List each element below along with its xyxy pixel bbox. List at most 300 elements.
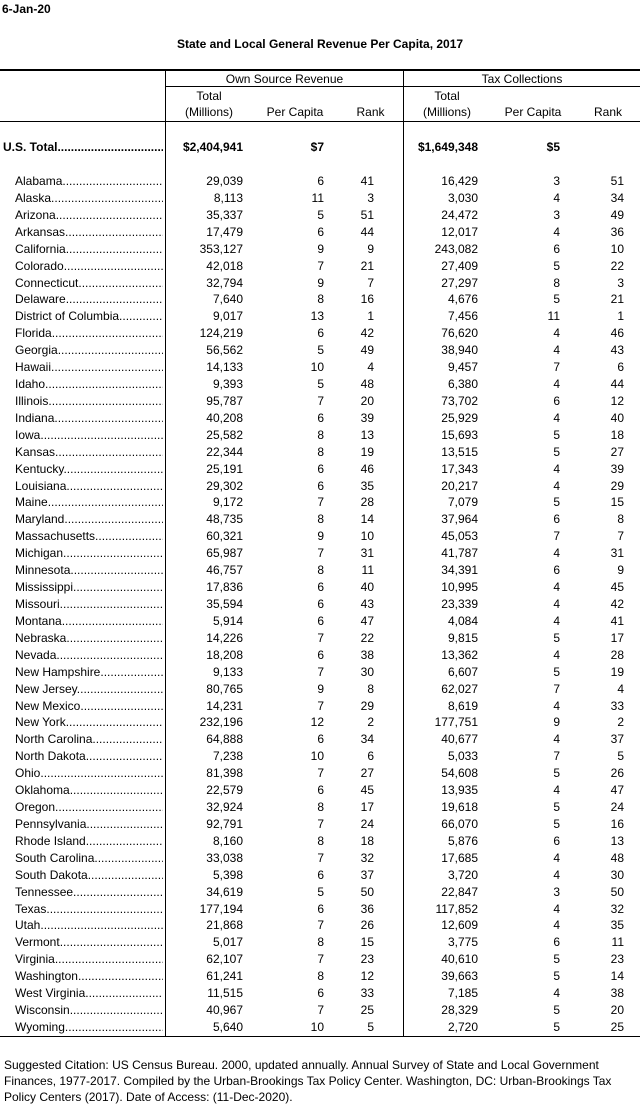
cell-tax-per-capita: 4 [553,326,560,341]
cell-own-total: 9,393 [212,377,243,392]
header-own-per-capita: Per Capita [266,105,324,119]
cell-own-per-capita: 5 [317,884,324,899]
cell-own-per-capita: 7 [317,766,324,781]
cell-tax-total: 6,380 [447,377,478,392]
table-row [0,799,640,816]
cell-own-rank: 17 [360,800,374,815]
cell-own-rank: 38 [360,647,374,662]
cell-tax-total: 27,297 [441,275,478,290]
cell-tax-per-capita: 4 [553,867,560,882]
cell-tax-rank: 40 [610,410,624,425]
table-row [0,207,640,224]
cell-tax-total: 73,702 [441,393,478,408]
cell-own-rank: 36 [360,901,374,916]
table-row [0,968,640,985]
cell-own-per-capita: 7 [317,698,324,713]
cell-own-per-capita: 8 [317,512,324,527]
cell-tax-per-capita: 7 [553,749,560,764]
table-row [0,782,640,799]
cell-tax-per-capita: 4 [553,461,560,476]
cell-tax-rank: 31 [610,546,624,561]
cell-tax-total: 15,693 [441,427,478,442]
cell-own-rank: 16 [360,292,374,307]
table-bottom-rule [0,1036,640,1037]
cell-tax-rank: 8 [617,512,624,527]
cell-own-rank: 8 [367,681,374,696]
cell-own-total: 80,765 [206,681,243,696]
state-name: Pennsylvania ..... [15,816,163,833]
cell-tax-total: 4,084 [447,613,478,628]
state-name: Texas ..... [15,901,163,918]
cell-tax-total: 10,995 [441,580,478,595]
cell-tax-rank: 21 [610,292,624,307]
cell-own-per-capita: 10 [310,749,324,764]
us-total-tax-total: $1,649,348 [417,140,478,154]
state-name: Wyoming ..... [15,1019,163,1036]
cell-own-per-capita: 6 [317,783,324,798]
cell-tax-total: 37,964 [441,512,478,527]
cell-tax-total: 6,607 [447,664,478,679]
table-row [0,731,640,748]
cell-tax-total: 54,608 [441,766,478,781]
state-name: District of Columbia ..... [15,308,163,325]
cell-own-total: 29,302 [206,478,243,493]
cell-tax-total: 7,079 [447,495,478,510]
cell-own-per-capita: 7 [317,1003,324,1018]
cell-tax-per-capita: 4 [553,613,560,628]
cell-own-per-capita: 7 [317,816,324,831]
cell-own-rank: 24 [360,816,374,831]
table-row [0,664,640,681]
cell-own-per-capita: 8 [317,563,324,578]
cell-own-rank: 40 [360,580,374,595]
cell-own-total: 11,515 [207,986,243,1001]
cell-own-rank: 18 [360,833,374,848]
cell-own-total: 7,640 [212,292,243,307]
table-row [0,444,640,461]
table-row [0,613,640,630]
table-row [0,867,640,884]
state-name: Wisconsin ..... [15,1002,163,1019]
state-name: Vermont ..... [15,934,163,951]
cell-own-per-capita: 9 [317,275,324,290]
cell-tax-rank: 17 [610,630,624,645]
cell-tax-rank: 2 [617,715,624,730]
cell-own-rank: 22 [360,630,374,645]
state-name: South Dakota ..... [15,867,163,884]
cell-tax-rank: 10 [610,241,624,256]
top-rule [0,69,640,71]
cell-tax-total: 4,676 [447,292,478,307]
cell-tax-rank: 48 [610,850,624,865]
group-header-own-source: Own Source Revenue [225,72,344,86]
table-row [0,1019,640,1036]
us-total-own-total: $2,404,941 [182,140,243,154]
cell-own-rank: 21 [360,258,374,273]
table-row [0,376,640,393]
cell-tax-per-capita: 5 [553,969,560,984]
cell-tax-total: 7,185 [447,986,478,1001]
cell-own-rank: 39 [360,410,374,425]
cell-tax-rank: 26 [610,766,624,781]
table-row [0,1002,640,1019]
cell-own-per-capita: 8 [317,969,324,984]
cell-own-total: 22,579 [206,783,243,798]
cell-own-per-capita: 6 [317,867,324,882]
cell-tax-rank: 34 [610,190,624,205]
cell-own-total: 8,113 [213,190,243,205]
state-name: Tennessee ..... [15,884,163,901]
cell-own-total: 7,238 [212,749,243,764]
cell-tax-rank: 15 [610,495,624,510]
cell-tax-per-capita: 9 [553,715,560,730]
state-name: Illinois ..... [15,393,163,410]
cell-own-rank: 34 [360,732,374,747]
cell-own-per-capita: 6 [317,224,324,239]
state-name: South Carolina ..... [15,850,163,867]
cell-own-total: 48,735 [206,512,243,527]
table-row [0,325,640,342]
table-row [0,816,640,833]
report-date: 6-Jan-20 [2,2,51,16]
cell-own-per-capita: 8 [317,292,324,307]
cell-tax-total: 243,082 [434,241,478,256]
cell-tax-total: 8,619 [447,698,478,713]
cell-tax-total: 117,852 [435,901,478,916]
cell-tax-per-capita: 8 [553,275,560,290]
cell-own-total: 62,107 [206,952,243,967]
cell-tax-total: 16,429 [441,174,478,188]
cell-tax-rank: 5 [617,749,624,764]
cell-own-rank: 26 [360,918,374,933]
cell-tax-total: 20,217 [441,478,478,493]
cell-own-total: 17,479 [206,224,243,239]
cell-own-total: 34,619 [206,884,243,899]
table-title: State and Local General Revenue Per Capita, 2017 [176,37,464,51]
cell-own-per-capita: 8 [317,833,324,848]
cell-own-total: 35,594 [206,597,243,611]
cell-tax-total: 34,391 [441,563,478,578]
table-row [0,359,640,376]
table-row [0,258,640,275]
state-name: Arkansas ..... [15,224,163,241]
cell-tax-total: 25,929 [441,410,478,425]
cell-own-total: 9,172 [212,495,243,510]
cell-tax-rank: 18 [610,427,624,442]
cell-own-rank: 13 [360,427,374,442]
cell-own-rank: 25 [360,1003,374,1018]
cell-own-total: 5,640 [212,1020,243,1034]
state-name: Florida ..... [15,325,163,342]
cell-tax-per-capita: 4 [553,732,560,747]
cell-tax-rank: 14 [610,969,624,984]
cell-own-per-capita: 7 [317,630,324,645]
cell-own-total: 9,133 [212,664,243,679]
cell-tax-rank: 28 [610,647,624,662]
cell-tax-per-capita: 5 [553,258,560,273]
cell-own-per-capita: 12 [310,715,324,730]
cell-own-total: 46,757 [206,563,243,578]
table-row [0,478,640,495]
cell-tax-per-capita: 4 [553,580,560,595]
cell-own-rank: 29 [360,698,374,713]
cell-own-per-capita: 6 [317,461,324,476]
table-row [0,850,640,867]
table-row [0,901,640,918]
cell-tax-rank: 13 [610,833,624,848]
cell-tax-per-capita: 4 [553,546,560,561]
state-name: Massachusetts ..... [15,528,163,545]
cell-tax-per-capita: 4 [553,410,560,425]
cell-own-rank: 47 [360,613,374,628]
cell-tax-per-capita: 5 [553,664,560,679]
cell-tax-per-capita: 4 [553,698,560,713]
state-name: Kansas ..... [15,444,163,461]
cell-tax-rank: 3 [617,275,624,290]
cell-tax-per-capita: 7 [553,529,560,544]
cell-tax-rank: 19 [610,664,624,679]
table-row [0,985,640,1002]
table-row [0,765,640,782]
header-own-total-line2: (Millions) [185,105,233,119]
cell-tax-per-capita: 5 [553,630,560,645]
cell-own-total: 65,987 [206,546,243,561]
header-bottom-rule [0,121,640,122]
cell-tax-rank: 38 [610,986,624,1001]
cell-tax-rank: 41 [610,613,624,628]
cell-own-total: 5,398 [212,867,243,882]
state-name: Idaho ..... [15,376,163,393]
cell-tax-per-capita: 3 [553,884,560,899]
cell-own-rank: 31 [360,546,374,561]
header-tax-per-capita: Per Capita [504,105,562,119]
cell-own-per-capita: 8 [317,427,324,442]
table-row [0,494,640,511]
cell-own-rank: 3 [367,190,374,205]
cell-tax-rank: 22 [610,258,624,273]
cell-own-per-capita: 8 [317,444,324,459]
us-total-tax-per-capita: $5 [546,140,560,154]
cell-own-total: 81,398 [206,766,243,781]
header-own-rank: Rank [356,105,385,119]
cell-own-total: 18,208 [206,647,243,662]
cell-own-per-capita: 6 [317,174,324,188]
cell-tax-rank: 27 [610,444,624,459]
cell-tax-total: 66,070 [441,816,478,831]
state-name: Virginia ..... [15,951,163,968]
cell-tax-per-capita: 4 [553,986,560,1001]
cell-tax-rank: 44 [610,377,624,392]
cell-own-total: 32,794 [206,275,243,290]
cell-tax-per-capita: 5 [553,800,560,815]
cell-tax-per-capita: 4 [553,190,560,205]
cell-own-per-capita: 13 [310,309,324,324]
cell-own-total: 22,344 [206,444,243,459]
cell-own-rank: 28 [360,495,374,510]
table-row [0,410,640,427]
cell-own-total: 35,337 [206,207,243,222]
state-name: Arizona ..... [15,207,163,224]
cell-own-total: 353,127 [199,241,243,256]
state-name: Montana ..... [15,613,163,630]
cell-tax-per-capita: 7 [553,681,560,696]
state-name: North Dakota ..... [15,748,163,765]
cell-own-total: 124,219 [199,326,243,341]
cell-tax-total: 177,751 [434,715,478,730]
cell-tax-per-capita: 4 [553,224,560,239]
cell-own-per-capita: 6 [317,410,324,425]
cell-tax-total: 2,720 [447,1020,478,1034]
cell-tax-per-capita: 5 [553,766,560,781]
cell-tax-per-capita: 4 [553,377,560,392]
state-name: Connecticut ..... [15,275,163,292]
table-row [0,308,640,325]
cell-own-rank: 5 [367,1020,374,1034]
cell-tax-total: 24,472 [441,207,478,222]
state-name: Alaska ..... [15,190,163,207]
state-name: Michigan ..... [15,545,163,562]
cell-tax-total: 5,033 [447,749,478,764]
cell-tax-per-capita: 4 [553,783,560,798]
citation-footer: Suggested Citation: US Census Bureau. 2000, updated annually. Annual Survey of State and Local Government Finances, 1977-2017. Compiled by the Urban-Brookings Tax Policy Center. Washington, DC: Urban-Brookings Tax Policy Centers (2017). Date of Access: (11-Dec-2020). [4,1058,612,1104]
state-name: New Jersey ..... [15,681,163,698]
cell-own-total: 14,226 [206,630,243,645]
table-row [0,173,640,190]
cell-tax-per-capita: 4 [553,647,560,662]
cell-own-rank: 6 [367,749,374,764]
table-row [0,275,640,292]
cell-tax-rank: 43 [610,343,624,358]
cell-tax-total: 3,775 [447,935,478,950]
cell-own-per-capita: 8 [317,935,324,950]
state-name: West Virginia ..... [15,985,163,1002]
cell-own-per-capita: 5 [317,377,324,392]
cell-tax-total: 41,787 [441,546,478,561]
cell-own-total: 21,868 [206,918,243,933]
state-name: Maine ..... [15,494,163,511]
cell-tax-total: 13,362 [441,647,478,662]
cell-tax-per-capita: 6 [553,512,560,527]
cell-own-total: 5,914 [212,613,243,628]
cell-tax-total: 12,017 [441,224,478,239]
table-row [0,951,640,968]
cell-own-rank: 14 [360,512,374,527]
cell-tax-total: 22,847 [441,884,478,899]
table-row [0,291,640,308]
cell-tax-per-capita: 6 [553,241,560,256]
table-row [0,681,640,698]
cell-tax-per-capita: 4 [553,597,560,611]
cell-tax-total: 17,685 [441,850,478,865]
cell-tax-per-capita: 6 [553,833,560,848]
cell-own-per-capita: 8 [317,800,324,815]
cell-tax-total: 13,515 [441,444,478,459]
cell-own-per-capita: 5 [317,343,324,358]
us-total-row [0,139,640,156]
cell-own-rank: 11 [361,563,374,578]
table-row [0,224,640,241]
cell-own-total: 25,191 [206,461,243,476]
cell-own-rank: 10 [360,529,374,544]
cell-own-per-capita: 5 [317,207,324,222]
table-row [0,647,640,664]
cell-tax-total: 40,610 [441,952,478,967]
state-name: New York ..... [15,714,163,731]
table-row [0,545,640,562]
cell-tax-rank: 7 [617,529,624,544]
cell-tax-total: 27,409 [441,258,478,273]
cell-own-rank: 44 [360,224,374,239]
cell-tax-rank: 51 [610,174,624,188]
table-row [0,917,640,934]
cell-tax-per-capita: 4 [553,478,560,493]
cell-tax-rank: 1 [617,309,624,324]
table-row [0,528,640,545]
cell-tax-per-capita: 5 [553,444,560,459]
cell-tax-rank: 36 [610,224,624,239]
cell-tax-rank: 4 [617,681,624,696]
cell-own-per-capita: 7 [317,495,324,510]
cell-tax-rank: 39 [610,461,624,476]
cell-own-per-capita: 6 [317,901,324,916]
state-name: North Carolina ..... [15,731,163,748]
cell-own-rank: 27 [360,766,374,781]
cell-own-rank: 41 [360,174,374,188]
cell-tax-per-capita: 5 [553,427,560,442]
cell-own-total: 32,924 [206,800,243,815]
header-own-total-line1: Total [196,89,222,103]
cell-own-rank: 12 [360,969,374,984]
cell-own-per-capita: 11 [311,190,324,205]
cell-own-total: 5,017 [212,935,243,950]
cell-own-total: 60,321 [206,529,243,544]
cell-tax-per-capita: 4 [553,918,560,933]
cell-own-rank: 19 [360,444,374,459]
cell-own-per-capita: 6 [317,986,324,1001]
cell-tax-per-capita: 6 [553,935,560,950]
table-row [0,714,640,731]
cell-tax-rank: 29 [610,478,624,493]
cell-tax-rank: 46 [610,326,624,341]
cell-own-total: 14,231 [206,698,243,713]
cell-tax-total: 23,339 [441,597,478,611]
us-total-label: U.S. Total ..... [3,139,163,156]
cell-own-total: 33,038 [206,850,243,865]
cell-own-per-capita: 9 [317,241,324,256]
state-name: Minnesota ..... [15,562,163,579]
group-header-tax-collections: Tax Collections [481,72,563,86]
cell-tax-rank: 20 [610,1003,624,1018]
cell-own-total: 177,194 [199,901,243,916]
cell-tax-total: 62,027 [441,681,478,696]
cell-own-rank: 23 [360,952,374,967]
cell-own-rank: 7 [367,275,374,290]
cell-tax-rank: 45 [610,580,624,595]
cell-own-per-capita: 7 [317,850,324,865]
cell-tax-total: 3,030 [447,190,478,205]
cell-tax-rank: 49 [610,207,624,222]
cell-own-per-capita: 10 [310,1020,324,1034]
cell-tax-total: 45,053 [441,529,478,544]
cell-own-per-capita: 7 [317,952,324,967]
state-name: Oklahoma ..... [15,782,163,799]
cell-own-rank: 1 [367,309,374,324]
cell-tax-total: 17,343 [441,461,478,476]
header-tax-total [404,88,490,120]
cell-own-total: 9,017 [212,309,243,324]
cell-tax-total: 19,618 [441,800,478,815]
cell-tax-total: 40,677 [441,732,478,747]
